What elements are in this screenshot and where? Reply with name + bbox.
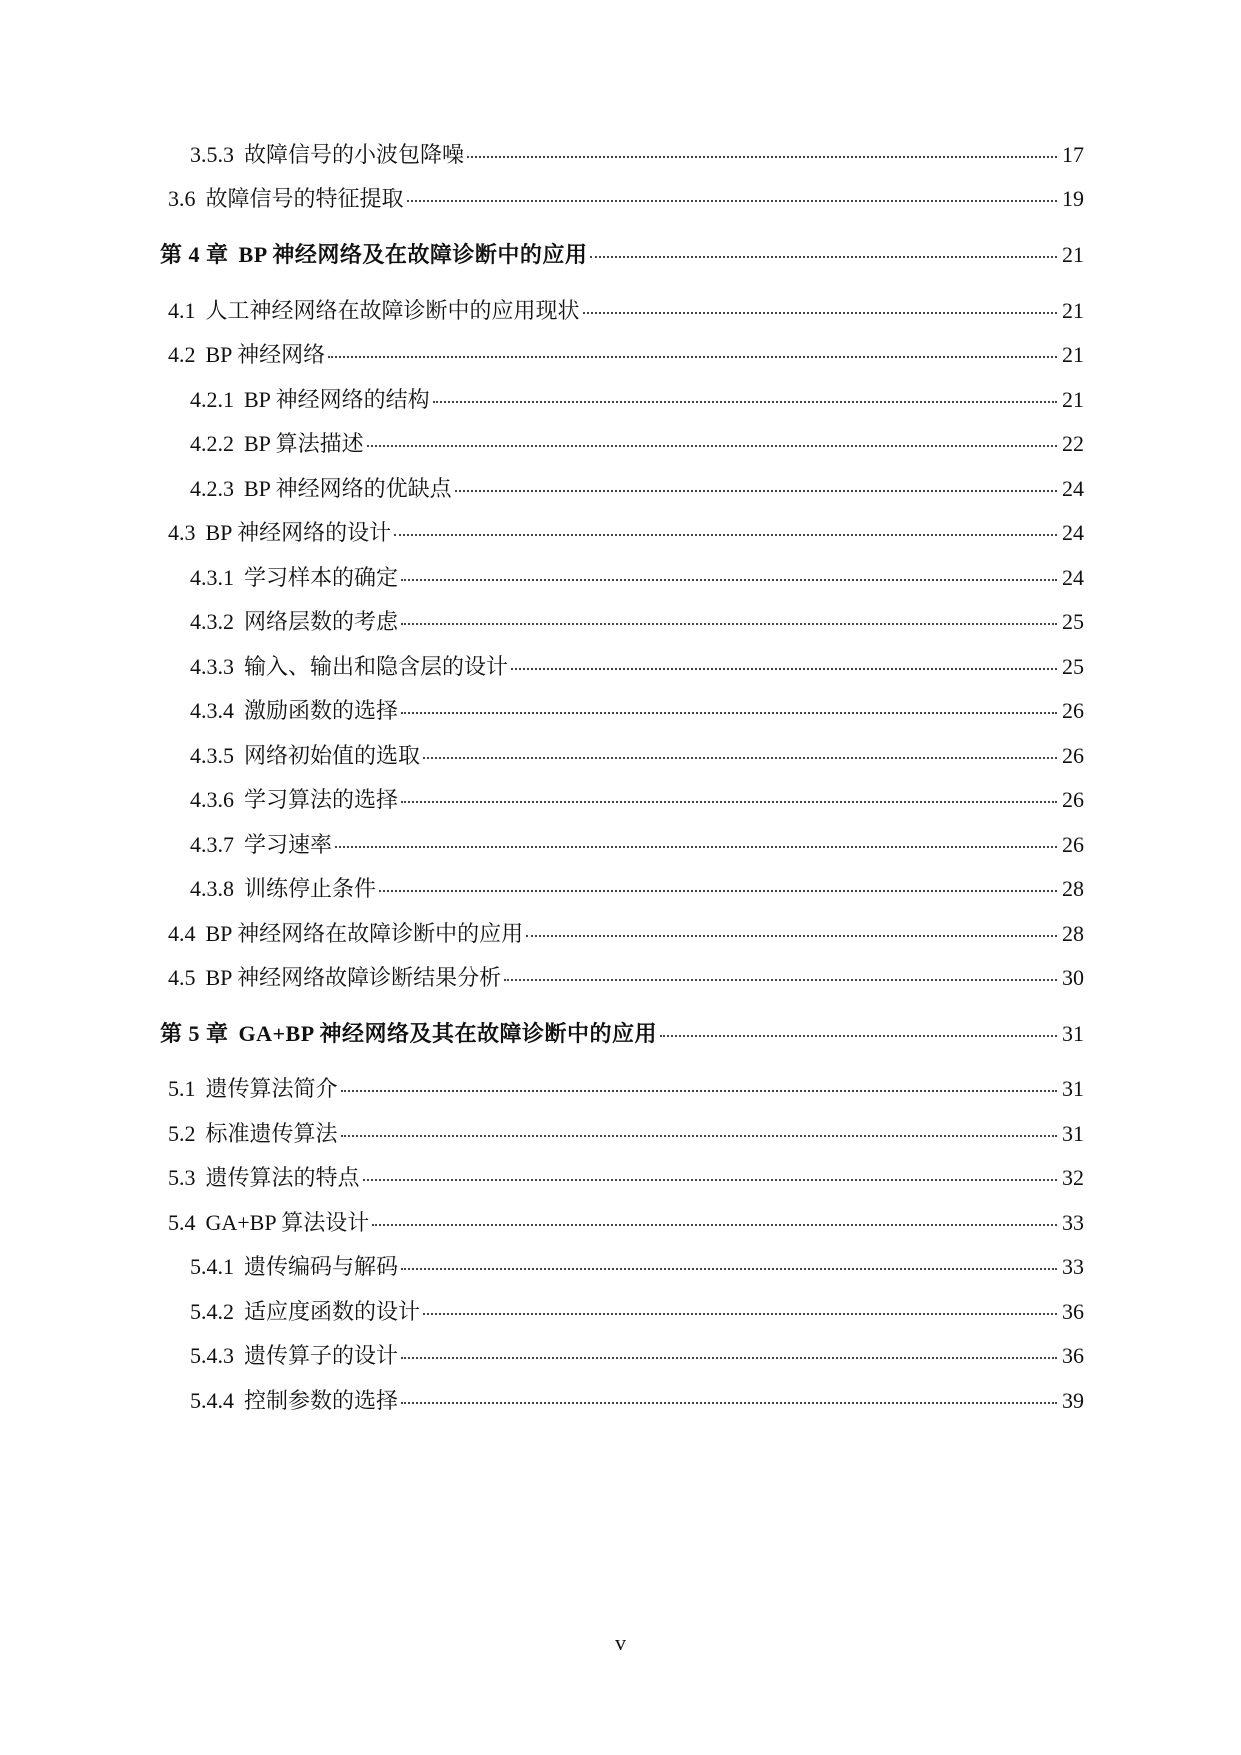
toc-dot-leader [401, 621, 1057, 625]
toc-entry-page: 21 [1062, 387, 1084, 412]
toc-dot-leader [341, 1133, 1057, 1137]
toc-dot-leader [328, 354, 1057, 358]
toc-entry-number: 5.3 [168, 1165, 196, 1190]
toc-entry [168, 1074, 1084, 1104]
toc-entry-number: 5.4.3 [190, 1343, 234, 1368]
toc-entry [190, 429, 1084, 459]
toc-entry-number: 第 5 章 [160, 1021, 229, 1046]
toc-entry-page: 24 [1062, 520, 1084, 545]
toc-entry [190, 385, 1084, 415]
toc-entry-page: 21 [1062, 342, 1084, 367]
toc-entry-number: 5.2 [168, 1121, 196, 1146]
toc-entry-number: 4.3.5 [190, 743, 234, 768]
toc-entry-number: 4.3.7 [190, 832, 234, 857]
toc-dot-leader [433, 399, 1057, 403]
toc-entry-page: 31 [1062, 1076, 1084, 1101]
toc-entry [190, 1252, 1084, 1282]
toc-entry-title: 遗传算法简介 [205, 1076, 338, 1101]
toc-entry-title: BP 神经网络的结构 [244, 387, 430, 412]
toc-entry-number: 5.4.4 [190, 1388, 234, 1413]
toc-entry-page: 21 [1062, 298, 1084, 323]
toc-dot-leader [423, 1311, 1057, 1315]
toc-entry-page: 31 [1062, 1121, 1084, 1146]
toc-entry [190, 474, 1084, 504]
toc-entry-number: 4.3.2 [190, 609, 234, 634]
toc-entry [168, 340, 1084, 370]
toc-dot-leader [504, 977, 1057, 981]
toc-entry [168, 919, 1084, 949]
toc-entry-page: 17 [1062, 142, 1084, 167]
toc-entry-page: 26 [1062, 698, 1084, 723]
page-number: v [615, 1630, 626, 1655]
toc-entry [168, 963, 1084, 993]
toc-entry [190, 785, 1084, 815]
toc-dot-leader [367, 443, 1057, 447]
toc-entry-page: 30 [1062, 965, 1084, 990]
toc-entry [190, 563, 1084, 593]
toc-entry-number: 4.3.6 [190, 787, 234, 812]
toc-entry [168, 1163, 1084, 1193]
toc-dot-leader [660, 1033, 1057, 1037]
toc-entry-page: 33 [1062, 1254, 1084, 1279]
toc-entry-number: 4.4 [168, 921, 196, 946]
toc-entry-title: 控制参数的选择 [244, 1388, 399, 1413]
toc-entry-page: 36 [1062, 1343, 1084, 1368]
toc-entry-title: BP 神经网络故障诊断结果分析 [205, 965, 502, 990]
toc-entry [190, 652, 1084, 682]
toc-dot-leader [401, 1355, 1057, 1359]
toc-dot-leader [341, 1088, 1057, 1092]
toc-entry-number: 4.3 [168, 520, 196, 545]
toc-entry-title: 标准遗传算法 [205, 1121, 338, 1146]
toc-entry-title: 遗传算子的设计 [244, 1343, 399, 1368]
toc-entry-page: 26 [1062, 832, 1084, 857]
toc-dot-leader [335, 844, 1057, 848]
toc-entry-page: 24 [1062, 476, 1084, 501]
toc-entry-page: 32 [1062, 1165, 1084, 1190]
toc-entry [190, 696, 1084, 726]
toc-entry-title: 学习样本的确定 [244, 565, 399, 590]
toc-entry-title: GA+BP 算法设计 [205, 1210, 370, 1235]
toc-dot-leader [511, 666, 1057, 670]
toc-entry [190, 1297, 1084, 1327]
toc-entry-title: BP 神经网络在故障诊断中的应用 [205, 921, 524, 946]
toc-entry-page: 24 [1062, 565, 1084, 590]
toc-entry-number: 4.2.2 [190, 431, 234, 456]
toc-entry [190, 1386, 1084, 1416]
toc-dot-leader [455, 488, 1057, 492]
toc-entry-title: BP 神经网络 [205, 342, 326, 367]
toc-entry [190, 741, 1084, 771]
toc-entry-title: 训练停止条件 [244, 876, 377, 901]
toc-dot-leader [401, 1266, 1057, 1270]
toc-entry-title: 网络层数的考虑 [244, 609, 399, 634]
toc-entry-page: 28 [1062, 921, 1084, 946]
toc-entry [168, 296, 1084, 326]
toc-entry-page: 36 [1062, 1299, 1084, 1324]
toc-dot-leader [372, 1222, 1057, 1226]
toc-entry-number: 4.2.1 [190, 387, 234, 412]
toc-entry-number: 4.3.3 [190, 654, 234, 679]
toc-chapter-entry [160, 240, 1084, 270]
toc-dot-leader [401, 577, 1057, 581]
toc-entry-number: 4.2.3 [190, 476, 234, 501]
toc-entry-page: 33 [1062, 1210, 1084, 1235]
toc-dot-leader [423, 755, 1057, 759]
toc-dot-leader [401, 799, 1057, 803]
toc-entry-number: 4.1 [168, 298, 196, 323]
toc-entry-number: 5.1 [168, 1076, 196, 1101]
toc-entry-number: 4.3.8 [190, 876, 234, 901]
toc-entry-title: 适应度函数的设计 [244, 1299, 421, 1324]
toc-entry-title: 学习速率 [244, 832, 333, 857]
toc-dot-leader [401, 1400, 1057, 1404]
toc-dot-leader [590, 254, 1057, 258]
toc-entry-number: 4.3.4 [190, 698, 234, 723]
toc-chapter-entry [160, 1019, 1084, 1049]
toc-entry-title: 输入、输出和隐含层的设计 [244, 654, 509, 679]
toc-entry-page: 28 [1062, 876, 1084, 901]
toc-dot-leader [394, 532, 1057, 536]
toc-entry-page: 39 [1062, 1388, 1084, 1413]
toc-entry [190, 140, 1084, 170]
toc-entry-page: 19 [1062, 186, 1084, 211]
toc-entry [190, 874, 1084, 904]
toc-entry-number: 4.3.1 [190, 565, 234, 590]
toc-entry-page: 21 [1062, 242, 1084, 267]
toc-entry-title: GA+BP 神经网络及其在故障诊断中的应用 [238, 1021, 657, 1046]
toc-dot-leader [467, 154, 1057, 158]
toc-dot-leader [407, 198, 1057, 202]
toc-entry-title: BP 神经网络及在故障诊断中的应用 [238, 242, 588, 267]
toc-entry-page: 31 [1062, 1021, 1084, 1046]
toc-entry-title: 激励函数的选择 [244, 698, 399, 723]
toc-entry-number: 5.4.1 [190, 1254, 234, 1279]
toc-entry-title: 人工神经网络在故障诊断中的应用现状 [205, 298, 580, 323]
toc-dot-leader [401, 710, 1057, 714]
toc-dot-leader [363, 1177, 1057, 1181]
toc-entry-number: 5.4 [168, 1210, 196, 1235]
toc-entry [168, 518, 1084, 548]
toc-entry [190, 1341, 1084, 1371]
toc-entry-title: 网络初始值的选取 [244, 743, 421, 768]
toc-entry-number: 4.5 [168, 965, 196, 990]
toc-entry [190, 830, 1084, 860]
toc-entry-title: BP 神经网络的优缺点 [244, 476, 452, 501]
toc-entry [168, 1208, 1084, 1238]
toc-entry-number: 5.4.2 [190, 1299, 234, 1324]
toc-dot-leader [526, 933, 1057, 937]
toc-entry-title: 故障信号的特征提取 [205, 186, 404, 211]
toc-entry-page: 25 [1062, 654, 1084, 679]
toc-entry-title: 故障信号的小波包降噪 [244, 142, 465, 167]
toc-dot-leader [583, 310, 1057, 314]
toc-entry-title: 遗传算法的特点 [205, 1165, 360, 1190]
toc-entry-number: 4.2 [168, 342, 196, 367]
toc-entry-number: 3.5.3 [190, 142, 234, 167]
toc-entry-number: 3.6 [168, 186, 196, 211]
toc-entry [190, 607, 1084, 637]
toc-entry [168, 1119, 1084, 1149]
toc-entry-number: 第 4 章 [160, 242, 229, 267]
toc-dot-leader [379, 888, 1057, 892]
toc-entry-title: 遗传编码与解码 [244, 1254, 399, 1279]
toc-entry-page: 26 [1062, 743, 1084, 768]
toc-entry-title: BP 神经网络的设计 [205, 520, 392, 545]
toc-entry-title: 学习算法的选择 [244, 787, 399, 812]
toc-entry [168, 184, 1084, 214]
toc-entry-page: 26 [1062, 787, 1084, 812]
toc-entry-title: BP 算法描述 [244, 431, 364, 456]
toc-entry-page: 25 [1062, 609, 1084, 634]
toc-entry-page: 22 [1062, 431, 1084, 456]
